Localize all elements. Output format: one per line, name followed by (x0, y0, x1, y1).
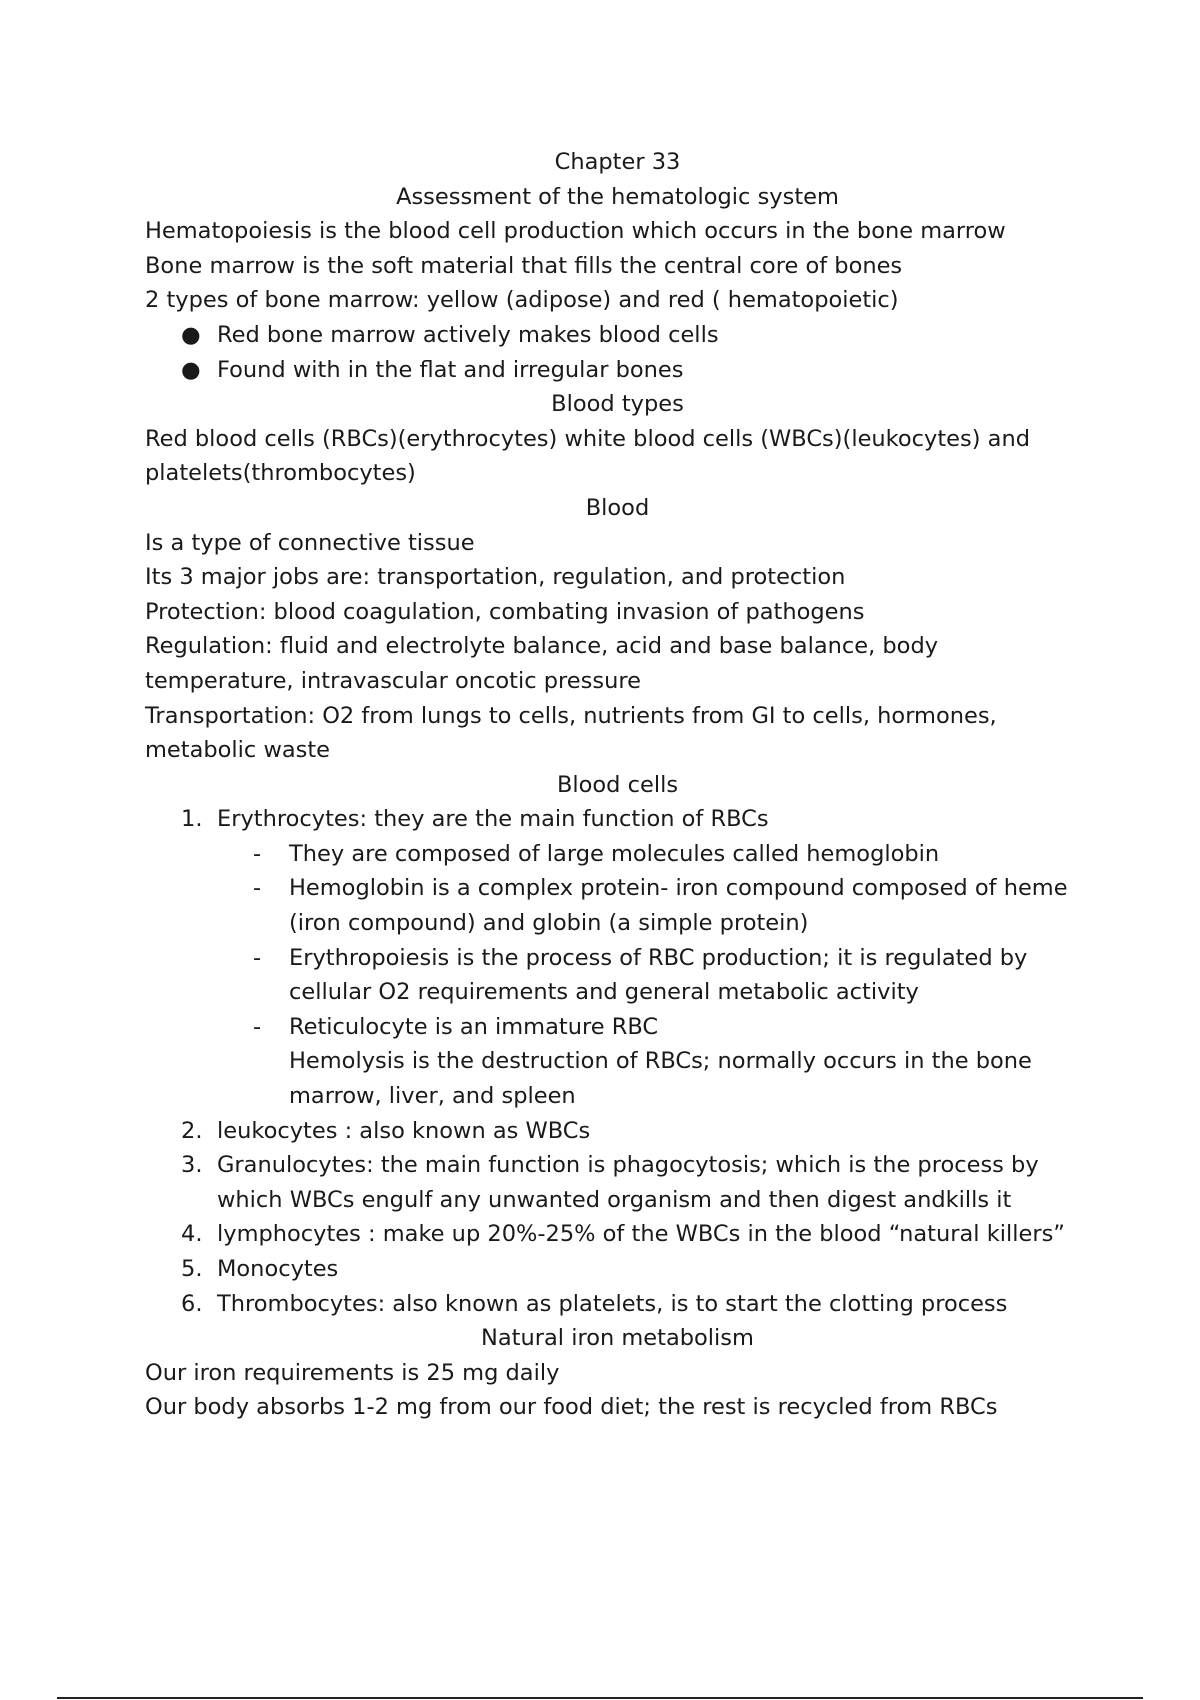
list-number: 6. (181, 1290, 203, 1317)
list-item (181, 1287, 1090, 1322)
bullet-icon: ● (181, 321, 201, 348)
list-item (181, 1217, 1090, 1252)
list-item-text: Hemoglobin is a complex protein- iron compound composed of heme (iron compound) and globin (a simple protein) (289, 875, 1068, 937)
list-item-text: Erythrocytes: they are the main function of RBCs (217, 806, 769, 833)
list-number: 1. (181, 806, 203, 833)
list-item-text: Found with in the flat and irregular bones (217, 356, 684, 383)
list-item-text: Granulocytes: the main function is phagocytosis; which is the process by which WBCs engulf any unwanted organism and then digest andkills it (217, 1152, 1039, 1213)
list-number: 5. (181, 1256, 203, 1282)
intro-line: Hematopoiesis is the blood cell production which occurs in the bone marrow (145, 218, 1006, 245)
blood-cells-list-continued (145, 1114, 1090, 1322)
list-item-text: Monocytes (217, 1256, 339, 1282)
list-item (181, 1148, 1090, 1217)
list-item (181, 353, 1090, 388)
list-item (253, 941, 1090, 1010)
list-number: 2. (181, 1117, 203, 1144)
list-item (181, 802, 1090, 837)
bullet-icon: ● (181, 356, 201, 383)
dash-marker: - (253, 1013, 262, 1040)
list-item-text: lymphocytes : make up 20%-25% of the WBCs in the blood “natural killers” (217, 1221, 1065, 1248)
list-item-text: Thrombocytes: also known as platelets, is to start the clotting process (217, 1290, 1008, 1317)
intro-line: Bone marrow is the soft material that fills the central core of bones (145, 252, 903, 279)
document-page (145, 145, 1090, 1425)
list-number: 4. (181, 1221, 203, 1248)
list-item (181, 318, 1090, 353)
hemolysis-text: Hemolysis is the destruction of RBCs; normally occurs in the bone marrow, liver, and spleen (289, 1048, 1032, 1110)
page-bottom-rule (57, 1697, 1143, 1699)
dash-marker: - (253, 875, 262, 902)
list-item (253, 871, 1090, 940)
section-heading-blood-types: Blood types (551, 391, 684, 418)
section-heading-blood-cells: Blood cells (556, 771, 679, 798)
blood-line: Is a type of connective tissue (145, 529, 475, 556)
blood-line: Regulation: fluid and electrolyte balance, acid and base balance, body temperature, intravascular oncotic pressure (145, 633, 939, 694)
list-item (253, 1010, 1090, 1045)
erythrocyte-sub-list (145, 837, 1090, 1045)
iron-line: Our iron requirements is 25 mg daily (145, 1359, 560, 1386)
list-item (253, 837, 1090, 872)
page-title: Chapter 33 (554, 149, 681, 175)
section-heading-blood: Blood (585, 494, 650, 521)
list-item-text: leukocytes : also known as WBCs (217, 1117, 591, 1144)
dash-marker: - (253, 944, 262, 971)
list-item-text: They are composed of large molecules called hemoglobin (289, 840, 940, 867)
blood-types-text: Red blood cells (RBCs)(erythrocytes) white blood cells (WBCs)(leukocytes) and platelets(thrombocytes) (145, 425, 1031, 487)
list-item-text: Red bone marrow actively makes blood cells (217, 321, 719, 348)
list-item (181, 1252, 1090, 1287)
section-heading-iron: Natural iron metabolism (481, 1325, 754, 1352)
marrow-bullet-list (145, 318, 1090, 387)
list-number: 3. (181, 1152, 203, 1179)
blood-line: Its 3 major jobs are: transportation, regulation, and protection (145, 564, 846, 591)
list-item-text: Reticulocyte is an immature RBC (289, 1013, 659, 1040)
iron-line: Our body absorbs 1-2 mg from our food diet; the rest is recycled from RBCs (145, 1394, 998, 1421)
dash-marker: - (253, 840, 262, 867)
blood-line: Transportation: O2 from lungs to cells, nutrients from GI to cells, hormones, metabolic waste (145, 702, 997, 764)
list-item-text: Erythropoiesis is the process of RBC production; it is regulated by cellular O2 requirements and general metabolic activity (289, 944, 1028, 1006)
intro-line: 2 types of bone marrow: yellow (adipose) and red ( hematopoietic) (145, 287, 899, 314)
blood-line: Protection: blood coagulation, combating invasion of pathogens (145, 598, 865, 625)
page-subtitle: Assessment of the hematologic system (396, 183, 839, 210)
list-item (181, 1114, 1090, 1149)
blood-cells-list (145, 802, 1090, 837)
